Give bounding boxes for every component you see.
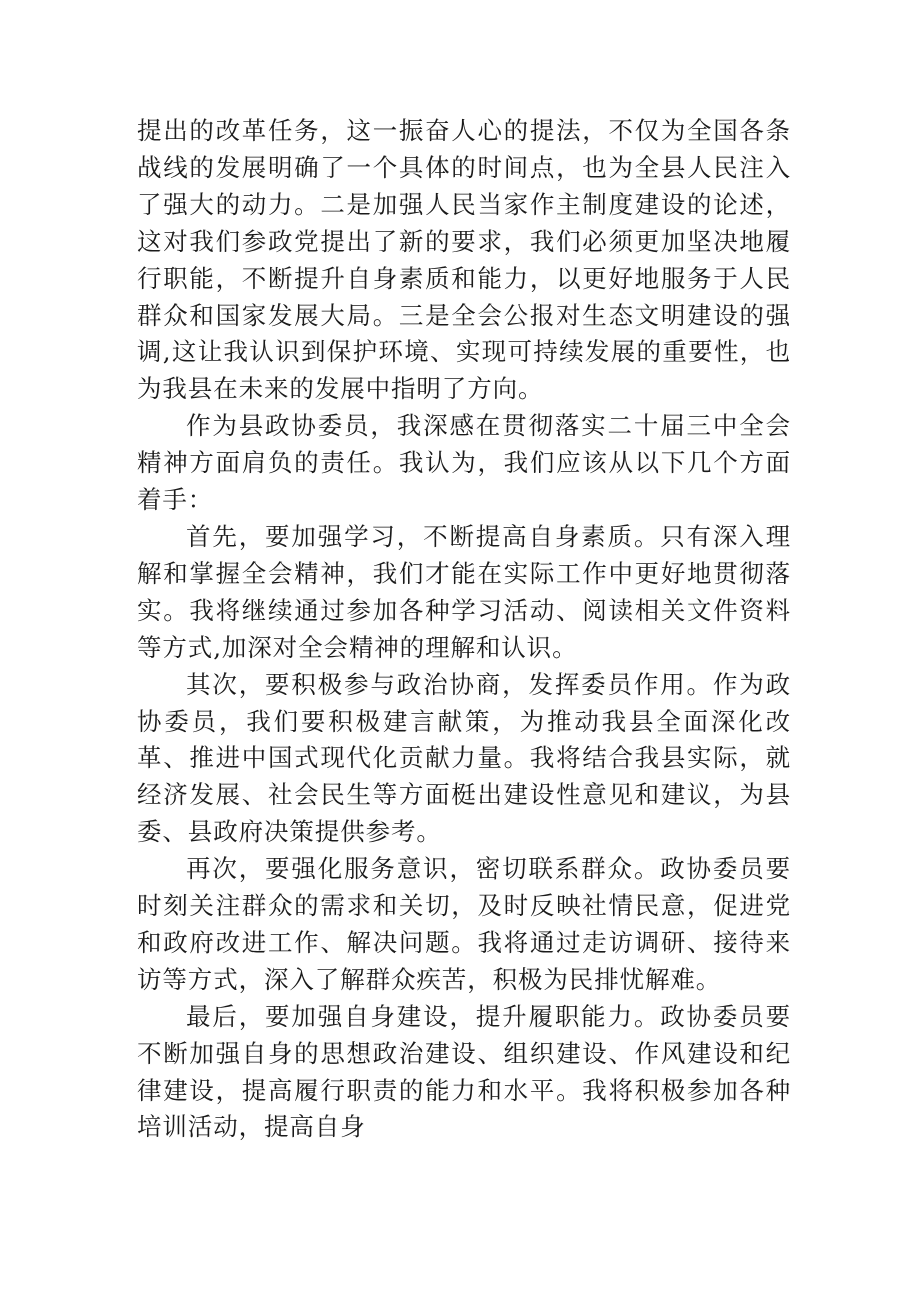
document-body (137, 113, 791, 1146)
paragraph-last-self-building: 最后，要加强自身建设，提升履职能力。政协委员要不断加强自身的思想政治建设、组织建设、作风建设和纪律建设，提高履行职责的能力和水平。我将积极参加各种培训活动，提高自身 (137, 1001, 791, 1142)
paragraph-continuation: 提出的改革任务，这一振奋人心的提法，不仅为全国各条战线的发展明确了一个具体的时间点，也为全县人民注入了强大的动力。二是加强人民当家作主制度建设的论述，这对我们参政党提出了新的要求，我们必须更加坚决地履行职能，不断提升自身素质和能力，以更好地服务于人民群众和国家发展大局。三是全会公报对生态文明建设的强调,这让我认识到保护环境、实现可持续发展的重要性，也为我县在未来的发展中指明了方向。 (137, 116, 791, 404)
paragraph-first-study: 首先，要加强学习，不断提高自身素质。只有深入理解和掌握全会精神，我们才能在实际工作中更好地贯彻落实。我将继续通过参加各种学习活动、阅读相关文件资料等方式,加深对全会精神的理解和认识。 (137, 521, 791, 662)
paragraph-committee-responsibility: 作为县政协委员，我深感在贯彻落实二十届三中全会精神方面肩负的责任。我认为，我们应该从以下几个方面着手： (137, 411, 791, 515)
paragraph-third-service: 再次，要强化服务意识，密切联系群众。政协委员要时刻关注群众的需求和关切，及时反映社情民意，促进党和政府改进工作、解决问题。我将通过走访调研、接待来访等方式，深入了解群众疾苦，积极为民排忧解难。 (137, 854, 791, 994)
paragraph-second-consultation: 其次，要积极参与政治协商，发挥委员作用。作为政协委员，我们要积极建言献策，为推动我县全面深化改革、推进中国式现代化贡献力量。我将结合我县实际，就经济发展、社会民生等方面梃出建设性意见和建议，为县委、县政府决策提供参考。 (137, 669, 791, 847)
